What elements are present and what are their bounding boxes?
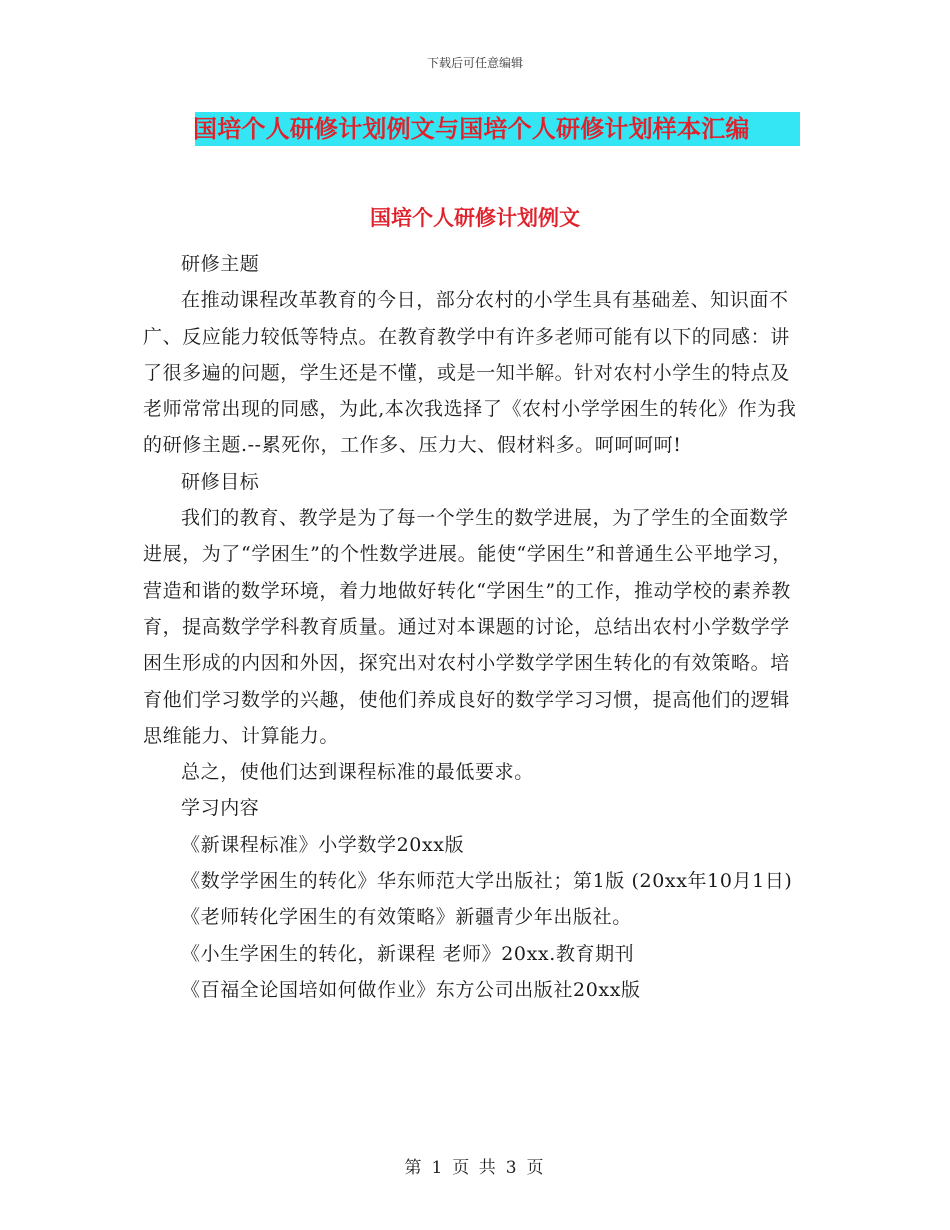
footer-suffix: 页 <box>526 1158 546 1178</box>
reference-item: 《新课程标准》小学数学20xx版 <box>181 833 465 856</box>
section-title: 国培个人研修计划例文 <box>370 206 580 230</box>
document-body <box>143 246 808 1008</box>
footer-middle: 页 共 <box>452 1158 498 1178</box>
reference-item: 《百福全论国培如何做作业》东方公司出版社20xx版 <box>181 978 641 1001</box>
reference-item: 《数学学困生的转化》华东师范大学出版社；第1版 (20xx年10月1日) <box>181 870 793 893</box>
page-total: 3 <box>505 1158 519 1178</box>
reference-item: 《小生学困生的转化，新课程 老师》20xx.教育期刊 <box>181 942 635 965</box>
page-number: 1 <box>431 1158 445 1178</box>
paragraph-heading-content: 学习内容 <box>181 797 260 820</box>
footer-prefix: 第 <box>404 1158 424 1178</box>
reference-item: 《老师转化学困生的有效策略》新疆青少年出版社。 <box>181 906 632 929</box>
paragraph-goal-text: 我们的教育、教学是为了每一个学生的数学进展，为了学生的全面数学进展，为了“学困生”的个性数学进展。能使“学困生”和普通生公平地学习，营造和谐的数学环境，着力地做好转化“学困生”的工作，推动学校的素养教育，提高数学学科教育质量。通过对本课题的讨论，总结出农村小学数学学困生形成的内因和外因，探究出对农村小学数学学困生转化的有效策略。培育他们学习数学的兴趣，使他们养成良好的数学学习习惯，提高他们的逻辑思维能力、计算能力。 <box>143 507 792 747</box>
paragraph-heading-goal: 研修目标 <box>181 470 260 493</box>
header-note: 下载后可任意编辑 <box>426 56 523 70</box>
page-footer <box>0 1153 950 1178</box>
paragraph-heading-topic: 研修主题 <box>181 253 260 275</box>
main-title: 国培个人研修计划例文与国培个人研修计划样本汇编 <box>193 115 750 143</box>
paragraph-topic-text: 在推动课程改革教育的今日，部分农村的小学生具有基础差、知识面不广、反应能力较低等特点。在教育教学中有许多老师可能有以下的同感：讲了很多遍的问题，学生还是不懂，或是一知半解。针对农村小学生的特点及老师常常出现的同感，为此,本次我选择了《农村小学学困生的转化》作为我的研修主题.--累死你，工作多、压力大、假材料多。呵呵呵呵! <box>143 289 797 457</box>
paragraph-goal-summary: 总之，使他们达到课程标准的最低要求。 <box>181 761 534 784</box>
